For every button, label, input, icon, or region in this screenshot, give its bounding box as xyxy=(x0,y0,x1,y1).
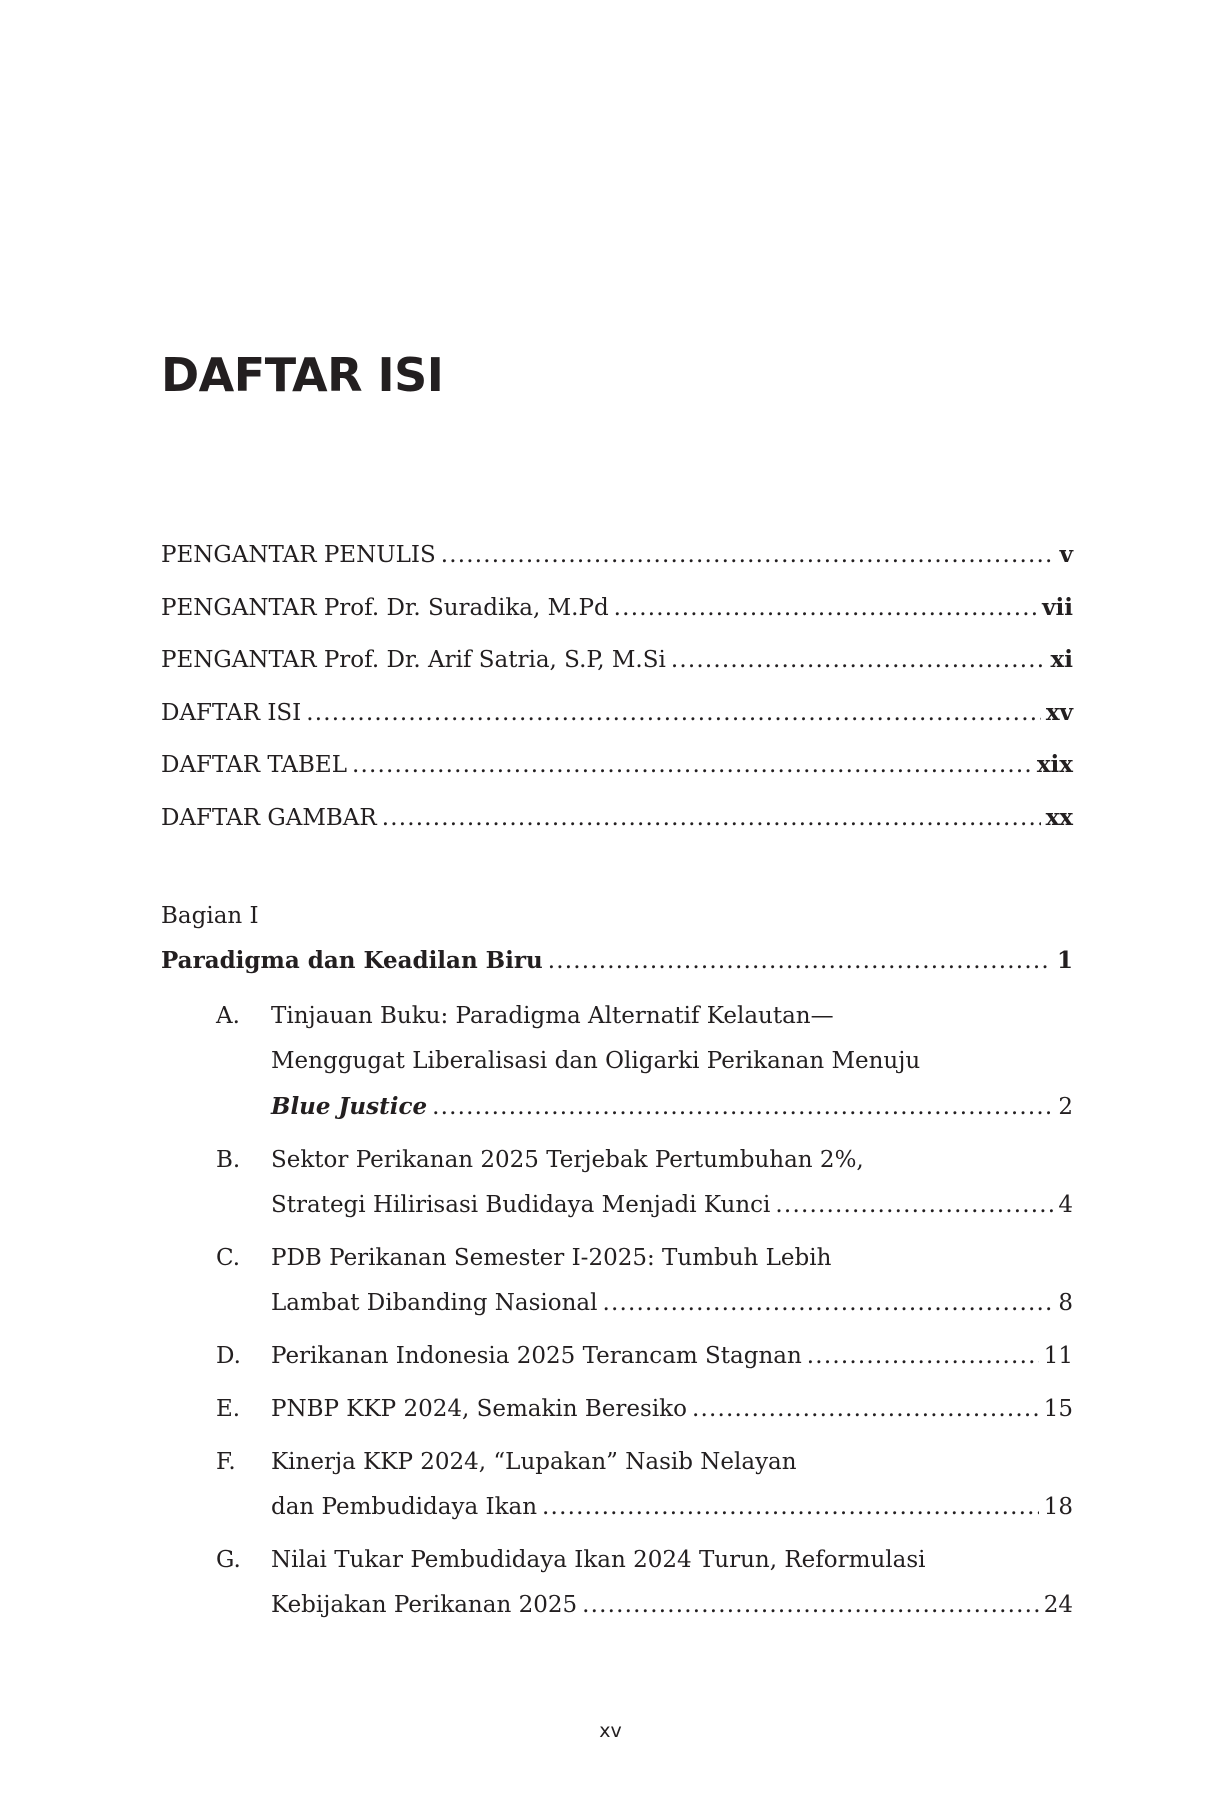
entry-page: 15 xyxy=(1043,1396,1073,1422)
toc-entry-label: DAFTAR GAMBAR xyxy=(161,804,377,831)
page-number: xv xyxy=(599,1720,622,1742)
entry-letter: C. xyxy=(216,1245,241,1271)
part-heading xyxy=(161,901,1073,996)
dot-leader xyxy=(441,540,1055,570)
entry-line: Kinerja KKP 2024, “Lupakan” Nasib Nelayan xyxy=(271,1449,797,1475)
entry-line: PNBP KKP 2024, Semakin Beresiko xyxy=(271,1396,687,1422)
chapter-entries xyxy=(161,994,1073,1628)
part-label: Bagian I xyxy=(161,903,259,929)
entry-line: Sektor Perikanan 2025 Terjebak Pertumbuhan 2%, xyxy=(271,1147,864,1173)
toc-entry-f[interactable] xyxy=(161,1440,1073,1530)
toc-entry-a[interactable] xyxy=(161,994,1073,1130)
toc-entry-pengantar-arif-satria[interactable] xyxy=(161,645,1073,698)
entry-line: Kebijakan Perikanan 2025 xyxy=(271,1592,578,1618)
toc-entry-daftar-isi[interactable] xyxy=(161,698,1073,751)
dot-leader xyxy=(692,1387,1039,1432)
entry-letter: G. xyxy=(216,1547,241,1573)
entry-line: Tinjauan Buku: Paradigma Alternatif Kelautan— xyxy=(271,1003,834,1029)
entry-page: 18 xyxy=(1043,1494,1073,1520)
toc-entry-daftar-tabel[interactable] xyxy=(161,750,1073,803)
toc-entry-page: v xyxy=(1059,541,1073,568)
front-matter-list xyxy=(161,540,1073,855)
toc-entry-page: xv xyxy=(1045,698,1073,726)
toc-entry-label: PENGANTAR Prof. Dr. Arif Satria, S.P, M.Si xyxy=(161,647,666,673)
toc-entry-label: PENGANTAR PENULIS xyxy=(161,542,436,568)
toc-entry-b[interactable] xyxy=(161,1138,1073,1228)
toc-entry-label: PENGANTAR Prof. Dr. Suradika, M.Pd xyxy=(161,594,609,621)
entry-letter: A. xyxy=(216,1003,240,1029)
dot-leader xyxy=(382,803,1041,833)
entry-line: PDB Perikanan Semester I-2025: Tumbuh Lebih xyxy=(271,1245,832,1271)
dot-leader xyxy=(542,1485,1039,1530)
dot-leader xyxy=(352,750,1032,780)
entry-line: Perikanan Indonesia 2025 Terancam Stagnan xyxy=(271,1343,802,1369)
toc-entry-e[interactable] xyxy=(161,1387,1073,1432)
dot-leader xyxy=(306,698,1041,728)
toc-entry-daftar-gambar[interactable] xyxy=(161,803,1073,856)
toc-entry-c[interactable] xyxy=(161,1236,1073,1326)
entry-page: 11 xyxy=(1043,1343,1073,1369)
entry-line: Strategi Hilirisasi Budidaya Menjadi Kunci xyxy=(271,1192,771,1218)
entry-page: 24 xyxy=(1043,1592,1073,1618)
entry-line: Lambat Dibanding Nasional xyxy=(271,1290,598,1316)
entry-page: 8 xyxy=(1058,1290,1073,1316)
dot-leader xyxy=(614,593,1037,623)
entry-page: 4 xyxy=(1058,1192,1073,1218)
entry-line: dan Pembudidaya Ikan xyxy=(271,1494,538,1520)
entry-letter: F. xyxy=(216,1449,236,1475)
toc-entry-page: xix xyxy=(1036,751,1073,778)
toc-entry-pengantar-penulis[interactable] xyxy=(161,540,1073,593)
dot-leader xyxy=(807,1334,1039,1379)
dot-leader xyxy=(582,1583,1039,1628)
entry-letter: E. xyxy=(216,1396,241,1422)
toc-entry-label: DAFTAR ISI xyxy=(161,699,302,726)
toc-entry-page: vii xyxy=(1042,593,1073,621)
toc-entry-label: DAFTAR TABEL xyxy=(161,752,347,778)
part-title: Paradigma dan Keadilan Biru xyxy=(161,947,543,974)
dot-leader xyxy=(548,946,1052,976)
entry-letter: D. xyxy=(216,1343,241,1369)
part-title-entry[interactable] xyxy=(161,946,1073,996)
toc-entry-page: xi xyxy=(1050,646,1073,673)
dot-leader xyxy=(432,1085,1053,1130)
toc-entry-page: xx xyxy=(1045,803,1073,831)
toc-entry-g[interactable] xyxy=(161,1538,1073,1628)
page-title: DAFTAR ISI xyxy=(161,348,444,402)
entry-letter: B. xyxy=(216,1147,241,1173)
entry-line: Blue Justice xyxy=(271,1093,428,1120)
entry-line: Menggugat Liberalisasi dan Oligarki Perikanan Menuju xyxy=(271,1048,921,1074)
dot-leader xyxy=(775,1183,1053,1228)
entry-page: 2 xyxy=(1058,1094,1073,1120)
dot-leader xyxy=(671,645,1046,675)
part-page: 1 xyxy=(1056,947,1073,974)
toc-entry-pengantar-suradika[interactable] xyxy=(161,593,1073,646)
dot-leader xyxy=(602,1281,1053,1326)
entry-line: Nilai Tukar Pembudidaya Ikan 2024 Turun, Reformulasi xyxy=(271,1547,926,1573)
toc-entry-d[interactable] xyxy=(161,1334,1073,1379)
